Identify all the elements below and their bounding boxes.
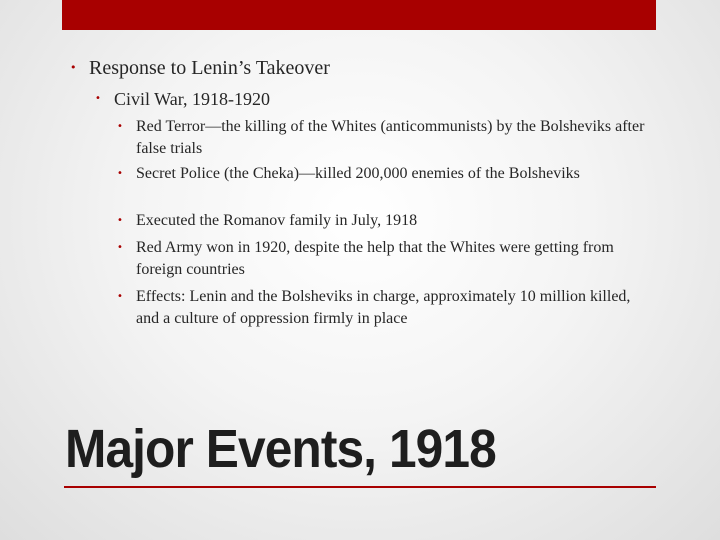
bullet-text: Response to Lenin’s Takeover (89, 57, 330, 79)
bullet-level3-red-army (117, 237, 657, 281)
bullet-dot: • (117, 168, 123, 179)
bullet-level3-effects (117, 286, 657, 330)
bullet-dot: • (117, 291, 123, 302)
bullet-dot: • (117, 215, 123, 226)
bullet-text: Secret Police (the Cheka)—killed 200,000 enemies of the Bolsheviks (136, 165, 580, 182)
title-underline (64, 486, 656, 488)
bullet-dot: • (95, 93, 101, 104)
bullet-dot: • (117, 242, 123, 253)
bullet-level2 (95, 88, 270, 110)
slide-title: Major Events, 1918 (65, 419, 496, 479)
bullet-text: Civil War, 1918-1920 (114, 89, 270, 109)
bullet-level3-secret-police (117, 163, 657, 185)
bullet-text: Executed the Romanov family in July, 1918 (136, 212, 418, 229)
bullet-text: Effects: Lenin and the Bolsheviks in charge, approximately 10 million killed, and a culture of oppression firmly in place (136, 288, 631, 327)
bullet-dot: • (117, 121, 123, 132)
bullet-level3-romanov (117, 210, 657, 232)
bullet-level3-red-terror (117, 116, 657, 160)
bullet-level1 (70, 56, 330, 80)
bullet-text: Red Army won in 1920, despite the help that the Whites were getting from foreign countries (136, 239, 614, 278)
bullet-dot: • (70, 61, 77, 74)
bullet-text: Red Terror—the killing of the Whites (anticommunists) by the Bolsheviks after false trials (136, 118, 645, 157)
